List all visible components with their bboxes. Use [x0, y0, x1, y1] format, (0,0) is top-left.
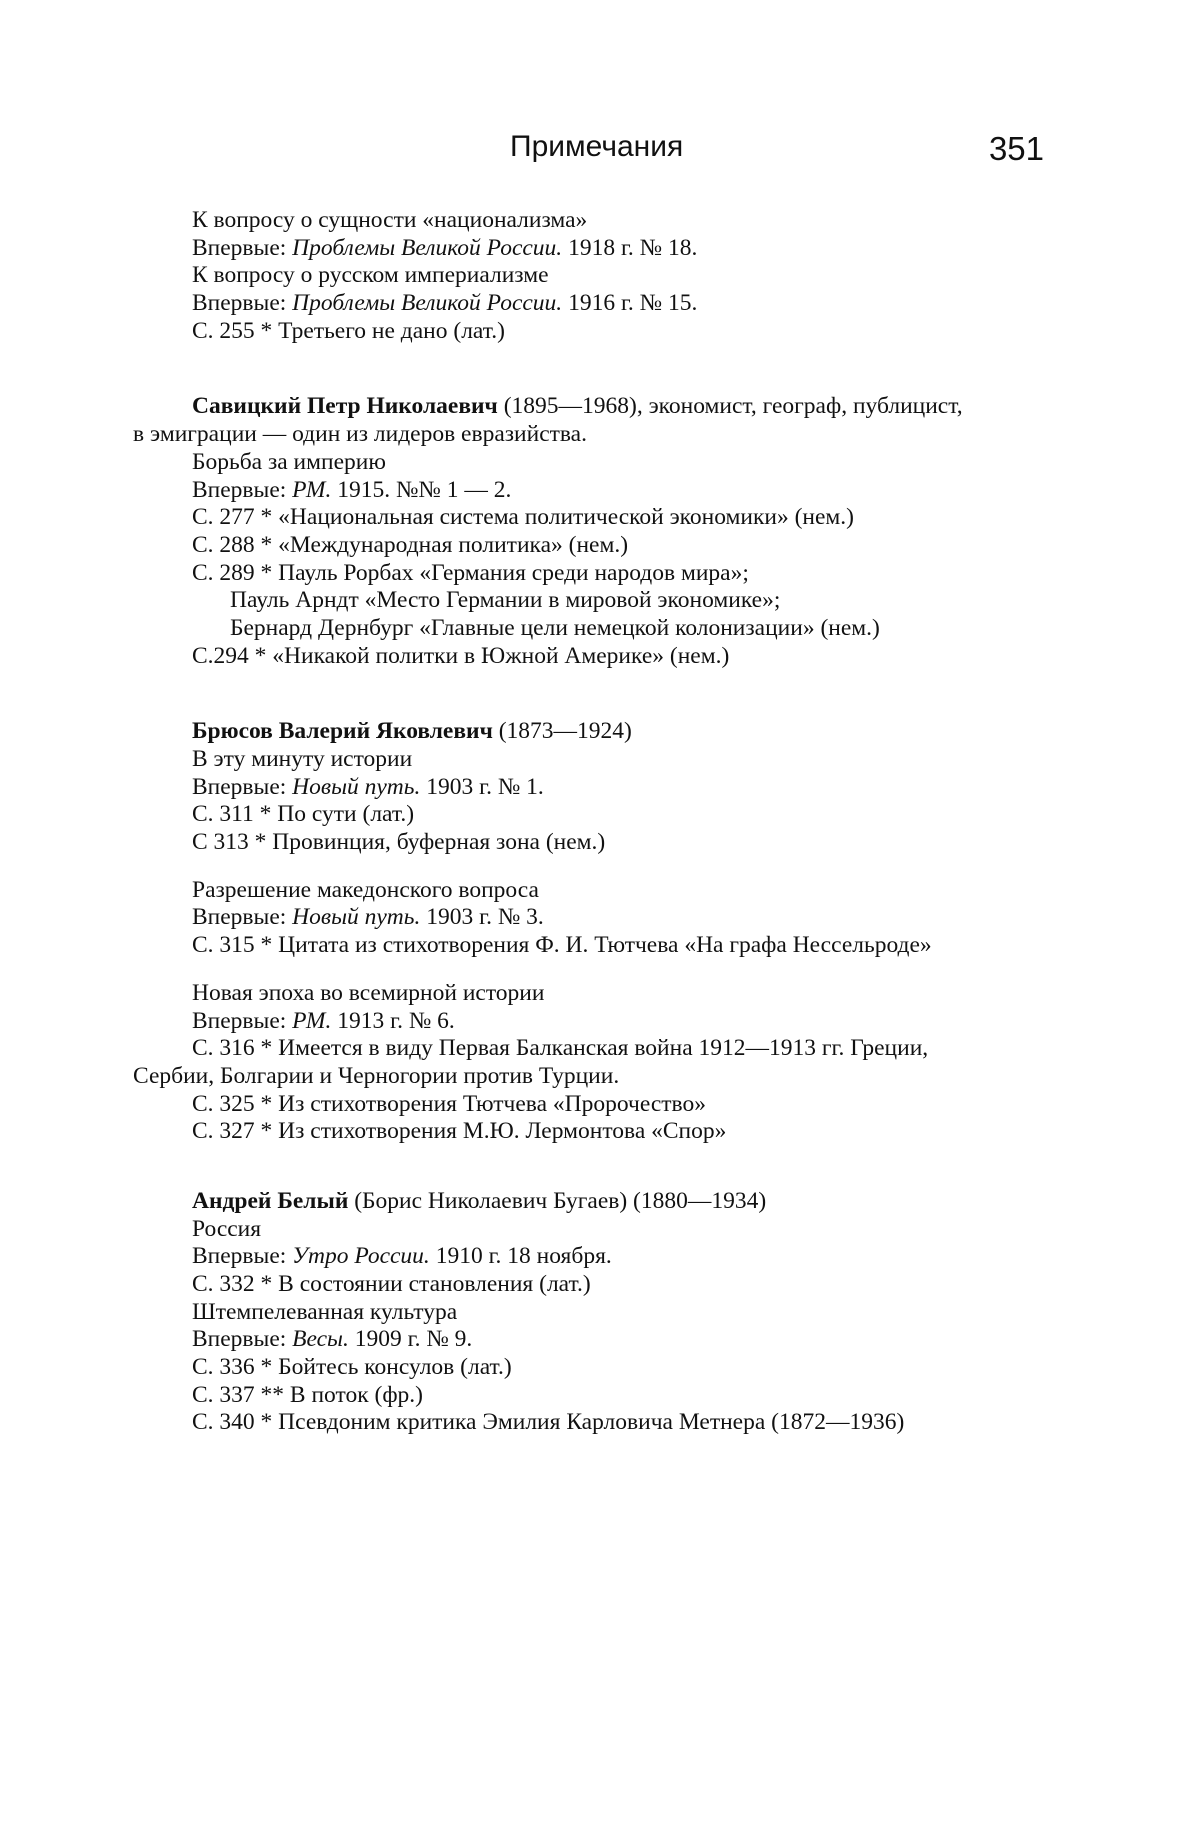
author-line: Андрей Белый (Борис Николаевич Бугаев) (1880—1934)	[192, 1187, 767, 1214]
footnote-line: С. 315 * Цитата из стихотворения Ф. И. Тютчева «На графа Нессельроде»	[192, 932, 932, 959]
footnote-line: С. 336 * Бойтесь консулов (лат.)	[192, 1354, 512, 1381]
source-title: Проблемы Великой России.	[292, 290, 563, 317]
page-title: Примечания	[510, 130, 684, 163]
article-title: Россия	[192, 1215, 262, 1242]
author-line: Савицкий Петр Николаевич (1895—1968), экономист, географ, публицист,	[192, 393, 963, 420]
notes-section-2	[133, 393, 1054, 670]
footnote-continuation: Бернард Дернбург «Главные цели немецкой колонизации» (нем.)	[230, 614, 880, 641]
running-header	[0, 130, 1200, 170]
article-title: К вопросу о русском империализме	[192, 262, 549, 289]
author-name: Савицкий Петр Николаевич	[192, 393, 498, 420]
article-title: Штемпелеванная культура	[192, 1298, 458, 1325]
source-title: РМ.	[292, 1007, 332, 1034]
footnote-line: С 313 * Провинция, буферная зона (нем.)	[192, 829, 606, 856]
notes-section-3	[133, 718, 1054, 1146]
source-title: Новый путь.	[292, 904, 421, 931]
notes-section-1	[192, 207, 1054, 345]
notes-body	[133, 207, 1054, 1437]
notes-section-4	[192, 1188, 1054, 1437]
footnote-line: С. 316 * Имеется в виду Первая Балканская война 1912—1913 гг. Греции,	[192, 1035, 929, 1062]
article-title: Новая эпоха во всемирной истории	[192, 979, 545, 1006]
source-title: Новый путь.	[292, 773, 421, 800]
footnote-line: С.294 * «Никакой политки в Южной Америке» (нем.)	[192, 642, 730, 669]
source-title: Проблемы Великой России.	[292, 234, 563, 261]
first-published-line: Впервые: РМ. 1915. №№ 1 — 2.	[192, 476, 512, 503]
source-title: Утро России.	[292, 1243, 430, 1270]
first-published-line: Впервые: РМ. 1913 г. № 6.	[192, 1007, 455, 1034]
author-name: Андрей Белый	[192, 1187, 349, 1214]
footnote-line: С. 332 * В состоянии становления (лат.)	[192, 1271, 591, 1297]
footnote-line: С. 340 * Псевдоним критика Эмилия Карловича Метнера (1872—1936)	[192, 1409, 905, 1436]
source-title: РМ.	[292, 476, 332, 503]
first-published-line: Впервые: Новый путь. 1903 г. № 3.	[192, 904, 544, 931]
footnote-line: С. 288 * «Международная политика» (нем.)	[192, 531, 629, 558]
page-number: 351	[988, 130, 1044, 167]
article-title: В эту минуту истории	[192, 746, 413, 772]
footnote-continuation: Пауль Арндт «Место Германии в мировой экономике»;	[230, 587, 781, 614]
author-name: Брюсов Валерий Яковлевич	[192, 718, 493, 745]
footnote-line: С. 289 * Пауль Рорбах «Германия среди народов мира»;	[192, 559, 749, 586]
footnote-line: С. 255 * Третьего не дано (лат.)	[192, 317, 505, 344]
first-published-line: Впервые: Проблемы Великой России. 1916 г. № 15.	[192, 290, 698, 317]
footnote-line: С. 327 * Из стихотворения М.Ю. Лермонтова «Спор»	[192, 1118, 727, 1145]
footnote-line: С. 277 * «Национальная система политической экономики» (нем.)	[192, 504, 854, 531]
source-title: Весы.	[292, 1326, 349, 1353]
article-title: Борьба за империю	[192, 448, 386, 475]
footnote-line: С. 337 ** В поток (фр.)	[192, 1381, 423, 1408]
footnote-line: С. 311 * По сути (лат.)	[192, 801, 415, 828]
first-published-line: Впервые: Проблемы Великой России. 1918 г. № 18.	[192, 234, 698, 261]
first-published-line: Впервые: Утро России. 1910 г. 18 ноября.	[192, 1243, 612, 1270]
author-bio-line: в эмиграции — один из лидеров евразийства.	[133, 421, 587, 448]
footnote-continuation: Сербии, Болгарии и Черногории против Турции.	[133, 1062, 620, 1089]
author-line: Брюсов Валерий Яковлевич (1873—1924)	[192, 718, 632, 745]
footnote-line: С. 325 * Из стихотворения Тютчева «Пророчество»	[192, 1090, 706, 1117]
article-title: Разрешение македонского вопроса	[192, 876, 539, 903]
first-published-line: Впервые: Новый путь. 1903 г. № 1.	[192, 773, 544, 800]
article-title: К вопросу о сущности «национализма»	[192, 207, 588, 233]
first-published-line: Впервые: Весы. 1909 г. № 9.	[192, 1326, 473, 1353]
